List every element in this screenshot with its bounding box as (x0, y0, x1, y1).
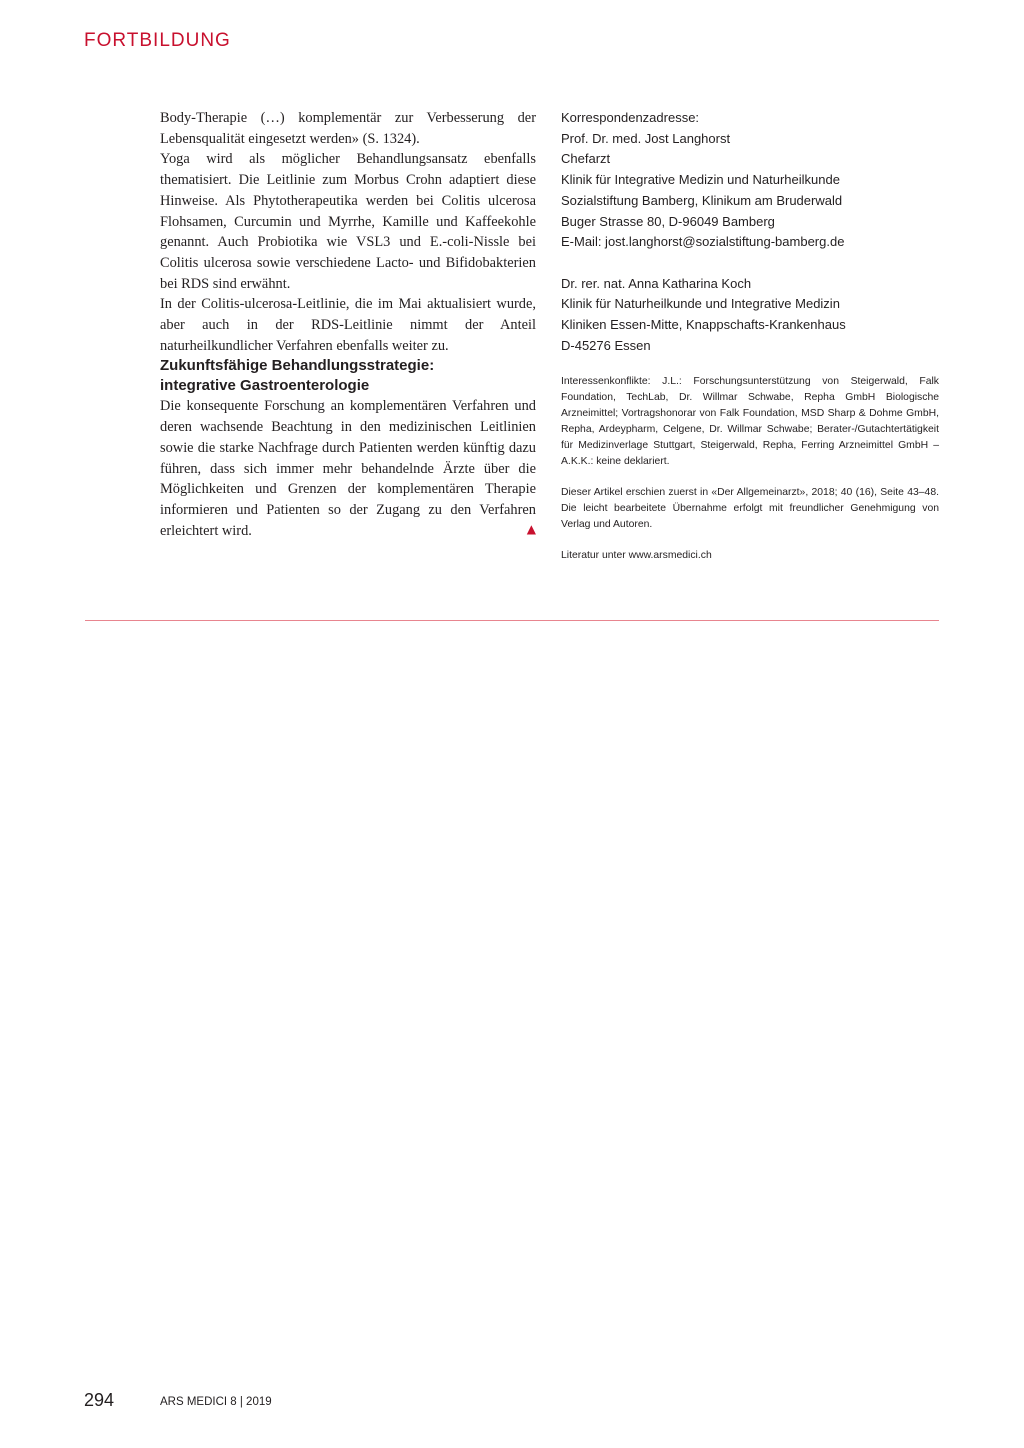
correspondence-address (561, 108, 939, 253)
contact-line: Buger Strasse 80, D-96049 Bamberg (561, 213, 775, 229)
literature-note: Literatur unter www.arsmedici.ch (561, 550, 712, 562)
end-of-article-triangle-icon: ▲ (526, 521, 536, 536)
contact-line: Dr. rer. nat. Anna Katharina Koch (561, 275, 752, 291)
section-heading-line: Zukunftsfähige Behandlungsstrategie: (160, 357, 435, 375)
contact-line: Chefarzt (561, 151, 611, 167)
contact-line: Kliniken Essen-Mitte, Knappschafts-Krankenhaus (561, 317, 846, 333)
paragraph: In der Colitis-ulcerosa-Leitlinie, die im Mai aktualisiert wurde, aber auch in der RDS-Leitlinie nimmt der Anteil naturheilkundlicher Verfahren ebenfalls weiter zu. (160, 296, 536, 354)
page-number: 294 (84, 1390, 115, 1410)
paragraph: Yoga wird als möglicher Behandlungsansatz ebenfalls thematisiert. Die Leitlinie zum Morbus Crohn adaptiert diese Hinweise. Als Phytotherapeutika werden bei Colitis ulcerosa Flohsamen, Curcumin und Myrrhe, Kamille und Kaffeekohle genannt. Auch Probiotika wie VSL3 und E.-coli-Nissle bei Colitis ulcerosa sowie verschiedene Lacto- und Bifidobakterien bei RDS sind erwähnt. (160, 151, 536, 292)
contact-line: Prof. Dr. med. Jost Langhorst (561, 130, 731, 146)
contact-line: Sozialstiftung Bamberg, Klinikum am Bruderwald (561, 192, 843, 208)
second-author-address (561, 274, 939, 357)
section-heading-line: integrative Gastroenterologie (160, 377, 370, 395)
sidebar-column (561, 108, 939, 564)
journal-issue: ARS MEDICI 8 | 2019 (160, 1396, 272, 1408)
contact-email: E-Mail: jost.langhorst@sozialstiftung-bamberg.de (561, 234, 845, 250)
contact-line: Klinik für Naturheilkunde und Integrative Medizin (561, 296, 840, 312)
main-text-column (160, 108, 536, 541)
contact-line: Korrespondenzadresse: (561, 110, 700, 125)
closing-paragraph-block (160, 396, 536, 541)
section-label: FORTBILDUNG (84, 30, 231, 51)
source-note: Dieser Artikel erschien zuerst in «Der Allgemeinarzt», 2018; 40 (16), Seite 43–48. Die leicht bearbeitete Übernahme erfolgt mit freundlicher Genehmigung von Verlag und Autoren. (561, 487, 939, 531)
conflict-of-interest-note: Interessenkonflikte: J.L.: Forschungsunterstützung von Steigerwald, Falk Foundation, TechLab, Dr. Willmar Schwabe, Repha GmbH Biologische Arzneimittel; Vortragshonorar von Falk Foundation, MSD Sharp & Dohme GmbH, Repha, Ardeypharm, Celgene, Dr. Willmar Schwabe; Berater-/Gutachtertätigkeit für Medizinverlage Stuttgart, Steigerwald, Repha, Ferring Arzneimittel GmbH – A.K.K.: keine deklariert. (561, 376, 939, 468)
paragraph: Die konsequente Forschung an komplementären Verfahren und deren wachsende Beachtung in den medizinischen Leitlinien sowie die starke Nachfrage durch Patienten werden künftig dazu führen, dass sich immer mehr behandelnde Ärzte über die Möglichkeiten und Grenzen der komplementären Therapie informieren und Patienten so der Zugang zu den Verfahren erleichtert wird. (160, 398, 536, 539)
section-heading (160, 356, 536, 396)
contact-line: Klinik für Integrative Medizin und Naturheilkunde (561, 172, 840, 188)
contact-line: D-45276 Essen (561, 337, 651, 353)
divider-rule (85, 620, 939, 621)
paragraph: Body-Therapie (…) komplementär zur Verbesserung der Lebensqualität eingesetzt werden» (S. 1324). (160, 110, 536, 147)
